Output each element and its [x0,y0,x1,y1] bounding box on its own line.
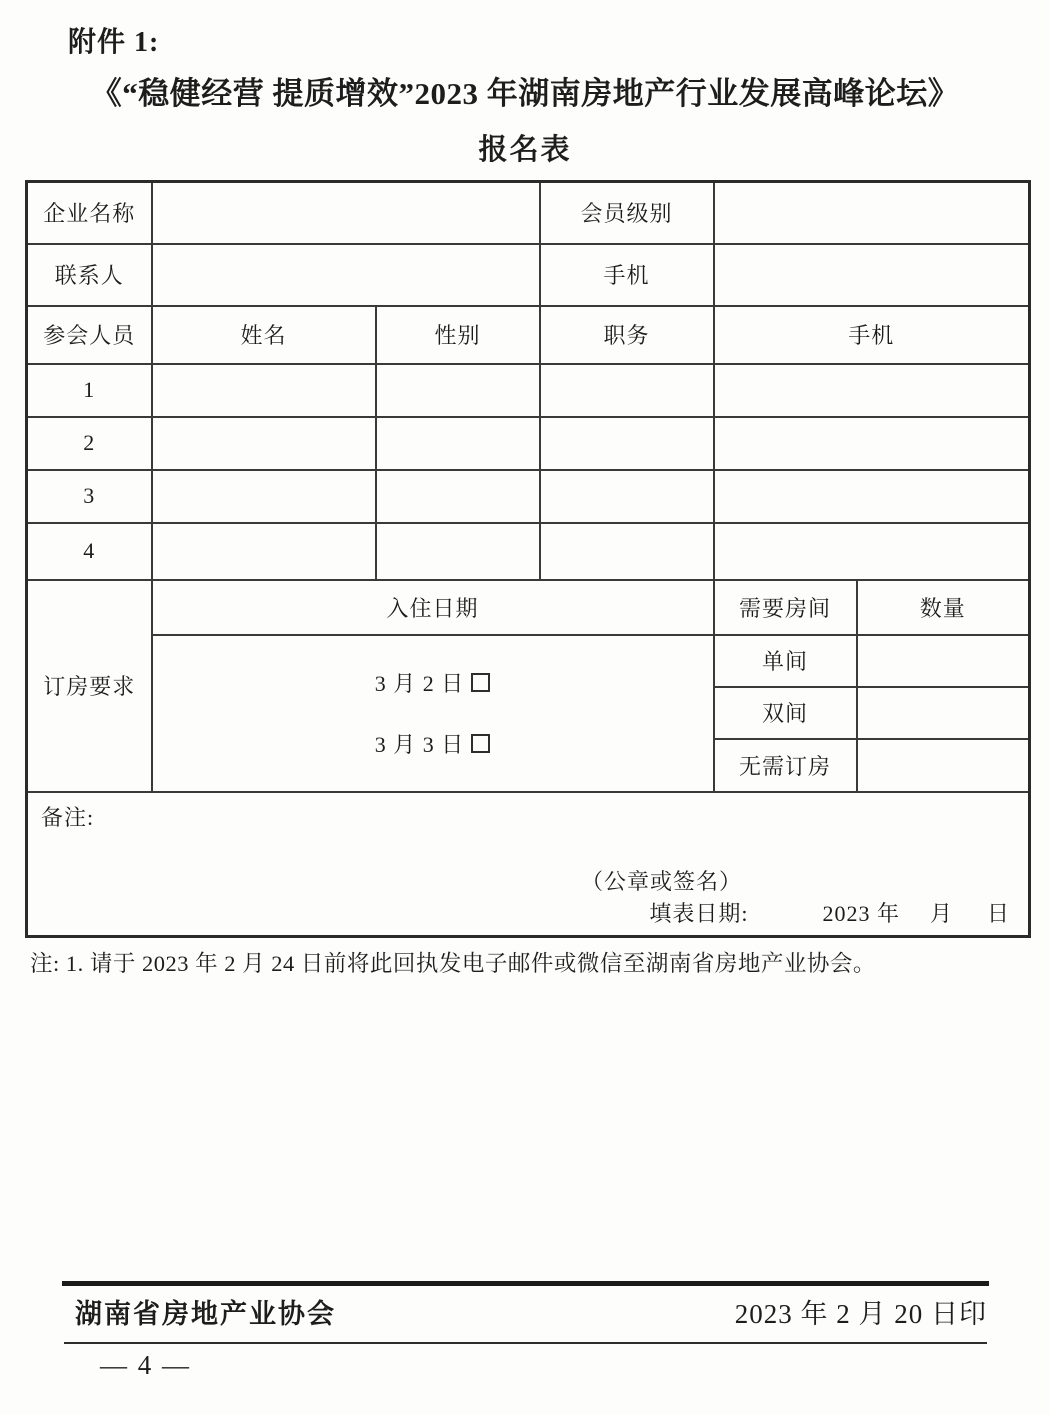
date-option-label: 3 月 3 日 [374,732,465,757]
participant-number: 2 [27,417,152,470]
participant-name-cell [152,417,376,470]
fill-date-year: 2023 年 [822,901,900,926]
participants-header: 参会人员 [27,306,152,364]
participant-gender-cell [376,364,540,417]
date-option-label: 3 月 2 日 [374,671,465,696]
attachment-label: 附件 1: [68,27,160,58]
remarks-label: 备注: [41,804,95,830]
company-name-label: 企业名称 [27,182,152,244]
registration-form-table [25,180,1031,938]
participant-row [27,417,1030,470]
booking-header-row [27,580,1030,635]
contact-mobile-value-cell [714,244,1030,306]
fill-date-day: 日 [986,901,1010,926]
room-needed-header: 需要房间 [714,580,857,635]
room-type-single-label: 单间 [714,635,857,687]
footer-row [75,1292,987,1331]
contact-mobile-label: 手机 [540,244,714,306]
booking-section-label: 订房要求 [27,580,152,792]
participant-name-cell [152,523,376,580]
name-header: 姓名 [152,306,376,364]
checkin-date-header: 入住日期 [152,580,714,635]
page-number: — 4 — [100,1350,191,1380]
mobile-header: 手机 [714,306,1030,364]
room-type-single-qty-cell [857,635,1030,687]
date-option-march-2 [375,667,491,698]
company-name-value-cell [152,182,540,244]
member-level-value-cell [714,182,1030,244]
footnote: 注: 1. 请于 2023 年 2 月 24 日前将此回执发电子邮件或微信至湖南省房地产业协会。 [30,951,876,976]
room-type-none-label: 无需订房 [714,739,857,792]
contact-row [27,244,1030,306]
participant-mobile-cell [714,523,1030,580]
contact-person-value-cell [152,244,540,306]
seal-or-signature-hint: （公章或签名） [581,868,743,894]
participant-name-cell [152,364,376,417]
position-header: 职务 [540,306,714,364]
participant-mobile-cell [714,417,1030,470]
participant-row [27,523,1030,580]
participant-gender-cell [376,470,540,523]
participant-gender-cell [376,523,540,580]
date-option-march-3 [375,728,491,759]
fill-date-label: 填表日期: [649,901,749,926]
room-type-none-qty-cell [857,739,1030,792]
participant-position-cell [540,364,714,417]
fill-date-line [649,897,1010,928]
participant-mobile-cell [714,470,1030,523]
member-level-label: 会员级别 [540,182,714,244]
gender-header: 性别 [376,306,540,364]
participant-name-cell [152,470,376,523]
document-subtitle: 报名表 [478,134,572,166]
participant-position-cell [540,470,714,523]
march-2-checkbox-icon [471,673,490,692]
remarks-row [27,792,1030,937]
participant-mobile-cell [714,364,1030,417]
footer-organization: 湖南省房地产业协会 [75,1299,336,1329]
footer-thin-divider [64,1342,987,1344]
participant-number: 1 [27,364,152,417]
fill-date-month: 月 [929,901,953,926]
document-title: 《“稳健经营 提质增效”2023 年湖南房地产行业发展高峰论坛》 [90,76,960,111]
quantity-header: 数量 [857,580,1030,635]
contact-person-label: 联系人 [27,244,152,306]
footer-print-date: 2023 年 2 月 20 日印 [734,1299,987,1329]
participant-position-cell [540,417,714,470]
company-row [27,182,1030,244]
checkin-date-options-cell [152,635,714,792]
participants-header-row [27,306,1030,364]
participant-number: 3 [27,470,152,523]
room-type-double-qty-cell [857,687,1030,739]
participant-position-cell [540,523,714,580]
participant-gender-cell [376,417,540,470]
participant-number: 4 [27,523,152,580]
march-3-checkbox-icon [471,734,490,753]
room-type-double-label: 双间 [714,687,857,739]
participant-row [27,364,1030,417]
remarks-cell [27,792,1030,937]
participant-row [27,470,1030,523]
booking-row-single [27,635,1030,687]
footer-thick-divider [62,1281,989,1286]
